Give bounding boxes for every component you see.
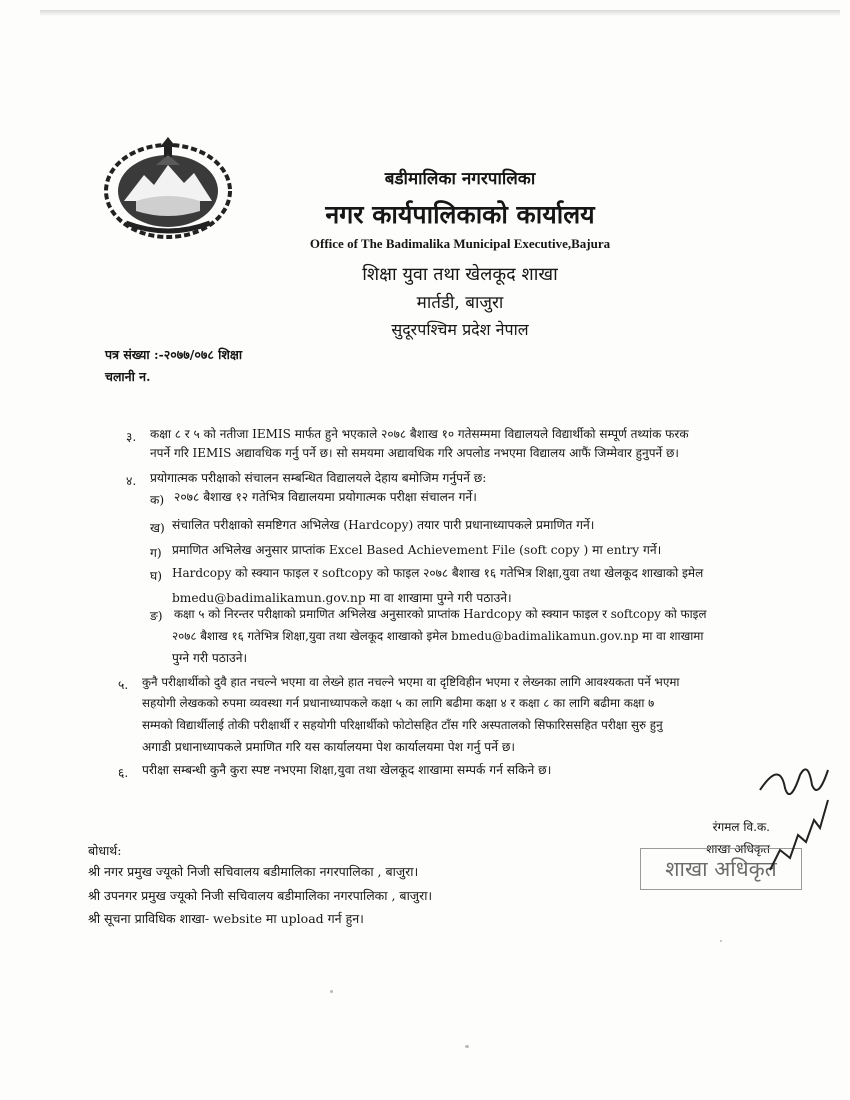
cc-recipient: श्री सूचना प्राविधिक शाखा- website मा upload गर्न हुन। (88, 911, 364, 926)
body-line: सहयोगी लेखकको रुपमा व्यवस्था गर्न प्रधानाध्यापकले कक्षा ५ का लागि बढीमा कक्षा ४ र कक्षा ८ का लागि बढीमा कक्षा ७ (142, 696, 655, 710)
sub-item-number: घ) (150, 569, 162, 583)
sub-item-number: ख) (150, 521, 165, 535)
address-line: मार्तडी, बाजुरा (416, 293, 504, 313)
item-number: ५. (118, 678, 129, 692)
scan-speck (465, 1045, 469, 1048)
official-stamp: शाखा अधिकृत (640, 848, 802, 890)
body-line: पुग्ने गरी पठाउने। (172, 651, 248, 665)
body-line: कुनै परीक्षार्थीको दुवै हात नचल्ने भएमा वा लेख्ने हात नचल्ने भएमा वा दृष्टिविहीन भएमा र लेख्नका लागि आवश्यकता पर्ने भएमा (142, 675, 680, 689)
scan-edge (40, 10, 840, 16)
cc-recipient: श्री नगर प्रमुख ज्यूको निजी सचिवालय बडीमालिका नगरपालिका , बाजुरा। (88, 864, 419, 879)
body-line: २०७८ बैशाख १२ गतेभित्र विद्यालयमा प्रयोगात्मक परीक्षा संचालन गर्ने। (174, 490, 477, 504)
body-line: संचालित परीक्षाको समष्टिगत अभिलेख (Hardcopy) तयार पारी प्रधानाध्यापकले प्रमाणित गर्ने। (172, 518, 595, 532)
body-line: Hardcopy को स्क्यान फाइल र softcopy को फाइल २०७८ बैशाख १६ गतेभित्र शिक्षा,युवा तथा खेलकूद शाखाको इमेल (172, 566, 704, 580)
sub-item-number: ग) (150, 546, 162, 560)
signatory-name: रंगमल वि.क. (712, 820, 770, 834)
signatory-title: शाखा अधिकृत (706, 842, 770, 856)
nepal-government-emblem-icon (96, 135, 242, 243)
body-line: अगाडी प्रधानाध्यापकले प्रमाणित गरि यस कार्यालयमा पेश कार्यालयमा पेश गर्नु पर्ने छ। (142, 740, 516, 754)
scan-speck (330, 990, 333, 993)
body-line: प्रयोगात्मक परीक्षाको संचालन सम्बन्धित विद्यालयले देहाय बमोजिम गर्नुपर्ने छ: (150, 471, 487, 485)
municipality-name: बडीमालिका नगरपालिका (384, 169, 536, 189)
cc-recipient: श्री उपनगर प्रमुख ज्यूको निजी सचिवालय बडीमालिका नगरपालिका , बाजुरा। (88, 888, 433, 903)
sub-item-number: क) (150, 493, 165, 507)
office-name-english: Office of The Badimalika Municipal Executive,Bajura (309, 236, 611, 251)
body-line: प्रमाणित अभिलेख अनुसार प्राप्तांक Excel Based Achievement File (soft copy ) मा entry गर्ने। (172, 543, 662, 557)
sub-item-number: ङ) (150, 609, 163, 623)
body-line: bmedu@badimalikamun.gov.np मा वा शाखामा पुग्ने गरी पठाउने। (172, 591, 512, 605)
body-line: परीक्षा सम्बन्धी कुनै कुरा स्पष्ट नभएमा शिक्षा,युवा तथा खेलकूद शाखामा सम्पर्क गर्न सकिने छ। (142, 763, 552, 777)
scan-speck (720, 940, 722, 942)
item-number: ४. (126, 474, 137, 488)
item-number: ३. (126, 430, 137, 444)
reference-number: पत्र संख्या :-२०७७/०७८ शिक्षा (105, 347, 243, 362)
dispatch-number: चलानी न. (105, 369, 151, 384)
handwritten-signature (740, 730, 840, 880)
body-line: नपर्ने गरि IEMIS अद्यावधिक गर्नु पर्ने छ। सो समयमा अद्यावधिक गरि अपलोड नभएमा विद्यालय आफैं जिम्मेवार हुनुपर्ने छ। (150, 446, 679, 460)
item-number: ६. (118, 766, 129, 780)
body-line: कक्षा ५ को निरन्तर परीक्षाको प्रमाणित अभिलेख अनुसारको प्राप्तांक Hardcopy को स्क्यान फाइल र softcopy को फाइल (174, 607, 707, 621)
cc-heading: बोधार्थ: (88, 843, 122, 858)
body-line: कक्षा ८ र ५ को नतीजा IEMIS मार्फत हुने भएकाले २०७८ बैशाख १० गतेसम्ममा विद्यालयले विद्यार्थीको सम्पूर्ण तथ्यांक फरक (150, 427, 689, 441)
office-name: नगर कार्यपालिकाको कार्यालय (325, 200, 595, 229)
body-line: २०७८ बैशाख १६ गतेभित्र शिक्षा,युवा तथा खेलकूद शाखाको इमेल bmedu@badimalikamun.gov.np मा वा शाखामा (172, 629, 704, 643)
body-line: सम्मको विद्यार्थीलाई तोकी परीक्षार्थी र सहयोगी परिक्षार्थीको फोटोसहित टाँस गरि अस्पतालको सिफारिससहित परीक्षा सुरु हुनु (142, 718, 663, 732)
section-name: शिक्षा युवा तथा खेलकूद शाखा (362, 264, 558, 285)
province-line: सुदूरपश्चिम प्रदेश नेपाल (391, 320, 529, 339)
